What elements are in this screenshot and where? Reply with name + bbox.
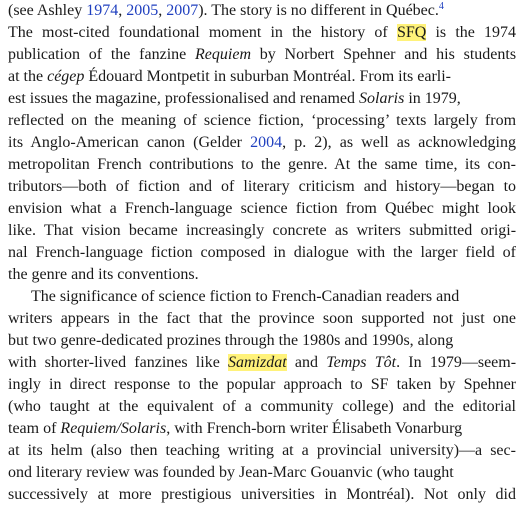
footnote-marker[interactable]: 4	[438, 1, 444, 12]
citation-link[interactable]: 2005	[126, 2, 159, 19]
text-span: but two genre-dedicated prozines through the 1980s and 1990s, along	[8, 332, 454, 349]
text-line	[8, 176, 516, 198]
text-span: successively at more prestigious universities in Montréal). Not only did	[8, 486, 517, 503]
text-span: the genre and its conventions.	[8, 266, 199, 283]
text-line	[8, 220, 516, 242]
text-span: publication of the fanzine	[8, 46, 196, 63]
text-line	[8, 418, 462, 440]
text-span: and	[286, 354, 327, 371]
text-line	[8, 88, 461, 110]
text-span: , p. 2), as well as acknowledging	[282, 134, 516, 151]
highlighted-text: Samizdat	[228, 354, 287, 371]
text-line	[8, 352, 516, 374]
text-line	[8, 440, 516, 462]
text-line	[8, 308, 516, 330]
text-span: ingly in direct response to the popular approach to SF taken by Spehner	[8, 376, 517, 393]
text-span: tributors—both of fiction and of literary criticism and history—began to	[8, 178, 517, 195]
text-line	[8, 374, 516, 396]
text-span: by Norbert Spehner and his students	[251, 46, 517, 63]
text-span: its Anglo-American canon (Gelder	[8, 134, 251, 151]
text-span: The most-cited foundational moment in the history of	[8, 24, 397, 41]
text-span: cégep	[47, 68, 85, 85]
text-span: like. That vision became increasingly concrete as writers submitted origi-	[8, 222, 517, 239]
text-span: is the 1974	[426, 24, 517, 41]
text-line	[8, 132, 516, 154]
text-line	[8, 110, 516, 132]
text-span: metropolitan French contributions to the genre. At the same time, its con-	[8, 156, 516, 173]
text-line	[31, 286, 459, 308]
text-span: ). The story is no different in Québec.	[198, 2, 439, 19]
text-span: (see Ashley	[8, 2, 87, 19]
text-span: The significance of science fiction to French-Canadian readers and	[31, 288, 460, 305]
text-line	[8, 264, 199, 286]
text-span: nal French-language fiction composed in dialogue with the larger field of	[8, 244, 516, 261]
text-span: est issues the magazine, professionalised and renamed	[8, 90, 359, 107]
text-line	[8, 484, 516, 506]
text-span: Édouard Montpetit in suburban Montréal. From its earli-	[84, 68, 452, 85]
text-span: team of	[8, 420, 61, 437]
text-span: (who taught at the equivalent of a community college) and the editorial	[8, 398, 516, 415]
text-span: envision what a French-language science fiction from Québec might look	[8, 200, 516, 217]
text-span: . In 1979—seem-	[396, 354, 517, 371]
text-span: reflected on the meaning of science fiction, ‘processing’ texts largely from	[8, 112, 517, 129]
text-span: at its helm (also then teaching writing at a provincial university)—a sec-	[8, 442, 516, 459]
citation-link[interactable]: 2007	[166, 2, 199, 19]
text-line	[8, 330, 453, 352]
text-span: ond literary review was founded by Jean-Marc Gouanvic (who taught	[8, 464, 454, 481]
text-span: , with French-born writer Élisabeth Vonarburg	[166, 420, 463, 437]
text-line	[8, 154, 516, 176]
text-line	[8, 44, 516, 66]
text-span: Temps Tôt	[326, 354, 397, 371]
text-line	[8, 242, 516, 264]
text-span: writers appears in the fact that the province soon supported not just one	[8, 310, 517, 327]
text-span: with shorter-lived fanzines like	[8, 354, 229, 371]
text-span: ,	[118, 2, 127, 19]
highlighted-text: SFQ	[396, 24, 427, 41]
text-span: Requiem/Solaris	[60, 420, 167, 437]
text-line	[8, 22, 516, 44]
text-span: Solaris	[359, 90, 405, 107]
text-line	[8, 396, 516, 418]
citation-link[interactable]: 2004	[250, 134, 283, 151]
text-line	[8, 198, 516, 220]
text-span: Requiem	[195, 46, 252, 63]
text-span: in 1979,	[404, 90, 461, 107]
text-line	[8, 66, 451, 88]
text-span: at the	[8, 68, 48, 85]
text-span: ,	[158, 2, 167, 19]
text-line	[8, 462, 454, 484]
text-line	[8, 0, 444, 22]
citation-link[interactable]: 1974	[86, 2, 119, 19]
